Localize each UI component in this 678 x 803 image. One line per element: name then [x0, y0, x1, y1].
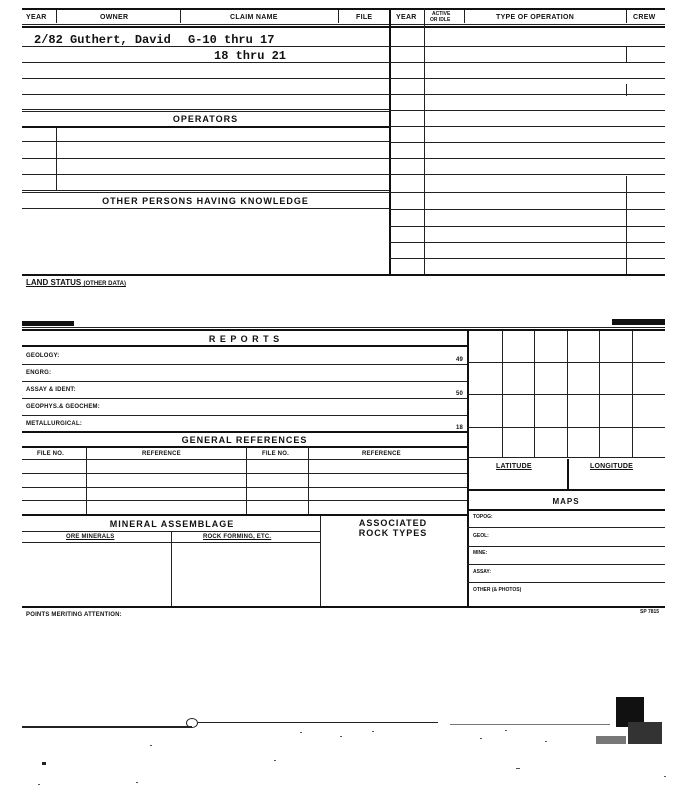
speck — [300, 732, 302, 733]
rrow — [389, 110, 665, 111]
ref-file-no-1: FILE NO. — [37, 451, 64, 457]
gr-line — [22, 473, 467, 474]
top-section-bottom — [22, 274, 665, 276]
report-line — [22, 381, 467, 382]
bottom-scan-line-right — [450, 724, 610, 725]
rrow — [389, 142, 665, 143]
rrow — [389, 46, 665, 47]
latlong-div — [567, 459, 569, 489]
hdr-div-3 — [338, 10, 339, 23]
reports-top-line-2 — [22, 329, 665, 331]
reports-hdr-line — [22, 345, 467, 347]
map-mine: MINE: — [473, 550, 488, 556]
scan-dark-block-2 — [628, 722, 662, 744]
hdr-div-6 — [626, 10, 627, 23]
speck — [274, 760, 276, 761]
row-line — [22, 174, 389, 175]
rrow — [389, 242, 665, 243]
map-other: OTHER (& PHOTOS) — [473, 587, 522, 593]
entry-2-claim: 18 thru 21 — [214, 49, 287, 63]
longitude: LONGITUDE — [590, 463, 634, 470]
operators-title: OPERATORS — [172, 114, 239, 124]
other-hdr-line — [22, 208, 389, 209]
reports-title: R E P O R T S — [208, 334, 281, 344]
ore-minerals: ORE MINERALS — [66, 534, 115, 540]
associated-rock-types-2: ROCK TYPES — [358, 528, 428, 538]
gr-line — [22, 500, 467, 501]
header-bottom-line-2 — [22, 26, 665, 28]
col-owner: OWNER — [100, 14, 129, 21]
maps-top — [467, 489, 665, 491]
col-claim-name: CLAIM NAME — [230, 14, 278, 21]
speck — [340, 736, 342, 737]
speck — [150, 745, 152, 746]
header-bottom-line — [22, 24, 665, 25]
rrow — [389, 226, 665, 227]
land-status-label: LAND STATUS — [26, 278, 82, 287]
mineral-assemblage-title: MINERAL ASSEMBLAGE — [109, 519, 235, 529]
crew-divider-lower — [626, 176, 627, 274]
speck — [516, 768, 520, 769]
associated-rock-types-1: ASSOCIATED — [358, 518, 428, 528]
other-top — [22, 192, 389, 193]
report-metallurgical: METALLURGICAL: — [26, 421, 83, 427]
hdr-div-1 — [56, 10, 57, 23]
rock-forming: ROCK FORMING, ETC. — [203, 534, 272, 540]
operators-top — [22, 111, 389, 112]
col-active-2: OR IDLE — [430, 17, 451, 23]
land-status — [26, 278, 126, 287]
grid-h — [467, 457, 665, 458]
hdr-div-5 — [464, 10, 465, 23]
gr-line — [22, 487, 467, 488]
report-geology-num: 49 — [456, 357, 464, 363]
row-line — [22, 94, 389, 95]
rock-types-div — [320, 516, 321, 606]
report-assay-num: 50 — [456, 391, 464, 397]
report-bottom-line — [22, 431, 467, 433]
row-line — [22, 109, 389, 110]
rrow — [389, 192, 665, 193]
col-type-of-operation: TYPE OF OPERATION — [496, 14, 575, 21]
col-year: YEAR — [26, 14, 47, 21]
rrow — [389, 158, 665, 159]
report-assay: ASSAY & IDENT: — [26, 387, 76, 393]
speck — [136, 782, 138, 783]
gr-div — [86, 447, 87, 514]
top-border — [22, 8, 665, 10]
gr-div — [308, 447, 309, 514]
row-line — [22, 141, 389, 142]
col-crew: CREW — [633, 14, 656, 21]
ref-reference-2: REFERENCE — [362, 451, 401, 457]
map-line — [467, 582, 665, 583]
row-line — [22, 46, 389, 47]
ink-smudge-right — [612, 319, 665, 325]
row-line — [22, 190, 389, 191]
gr-line — [22, 459, 467, 460]
rrow — [389, 78, 665, 79]
latitude: LATITUDE — [496, 463, 532, 470]
scan-loop-mark — [186, 718, 198, 728]
crew-divider-upper — [626, 46, 627, 62]
col-file: FILE — [356, 14, 373, 21]
report-metallurgical-num: 18 — [456, 425, 464, 431]
grid-h — [467, 362, 665, 363]
hdr-div-2 — [180, 10, 181, 23]
right-col-divider — [467, 329, 469, 607]
rrow — [389, 258, 665, 259]
gr-bottom — [22, 514, 467, 516]
map-line — [467, 546, 665, 547]
map-geol: GEOL: — [473, 533, 489, 539]
col-active-1: ACTIVE — [432, 11, 451, 17]
land-status-sub: (OTHER DATA) — [83, 281, 126, 287]
report-geology: GEOLOGY: — [26, 353, 60, 359]
crew-divider-mid — [626, 84, 627, 96]
operators-divider — [56, 128, 57, 190]
bottom-scan-line-left — [22, 726, 192, 728]
speck — [505, 730, 507, 731]
ref-reference-1: REFERENCE — [142, 451, 181, 457]
row-line — [22, 78, 389, 79]
speck — [372, 731, 374, 732]
map-topog: TOPOG: — [473, 514, 493, 520]
rrow — [389, 94, 665, 95]
speck — [545, 741, 547, 742]
rrow — [389, 174, 665, 175]
form-number: SP 7815 — [640, 609, 660, 615]
rrow — [389, 62, 665, 63]
maps-hdr-line — [467, 509, 665, 511]
speck — [42, 762, 46, 765]
operators-hdr-line — [22, 126, 389, 128]
gr-hdr-line — [22, 446, 467, 448]
row-line — [22, 62, 389, 63]
reports-bottom — [22, 606, 665, 608]
entry-1-claim: G-10 thru 17 — [188, 33, 275, 47]
bottom-scan-line-mid — [198, 722, 438, 723]
report-line — [22, 364, 467, 365]
col-year-2: YEAR — [396, 14, 417, 21]
speck — [664, 776, 666, 777]
ma-div — [171, 531, 172, 606]
points-meriting-attention: POINTS MERITING ATTENTION: — [26, 612, 122, 618]
report-line — [22, 398, 467, 399]
grid-h — [467, 427, 665, 428]
other-persons-title: OTHER PERSONS HAVING KNOWLEDGE — [102, 196, 309, 206]
report-geophys: GEOPHYS.& GEOCHEM: — [26, 404, 100, 410]
report-engrg: ENGRG: — [26, 370, 52, 376]
report-line — [22, 415, 467, 416]
reports-top-line — [22, 327, 665, 328]
rrow — [389, 209, 665, 210]
general-references-title: GENERAL REFERENCES — [181, 435, 308, 445]
row-line — [22, 158, 389, 159]
speck — [38, 784, 40, 785]
gr-div — [246, 447, 247, 514]
ref-file-no-2: FILE NO. — [262, 451, 289, 457]
map-line — [467, 564, 665, 565]
grid-h — [467, 394, 665, 395]
map-assay: ASSAY: — [473, 569, 492, 575]
map-line — [467, 527, 665, 528]
entry-1-owner: 2/82 Guthert, David — [34, 33, 171, 47]
speck — [480, 738, 482, 739]
maps-title: MAPS — [552, 497, 580, 506]
rrow — [389, 126, 665, 127]
scan-gray-noise — [596, 736, 626, 744]
ink-smudge-left — [22, 321, 74, 326]
